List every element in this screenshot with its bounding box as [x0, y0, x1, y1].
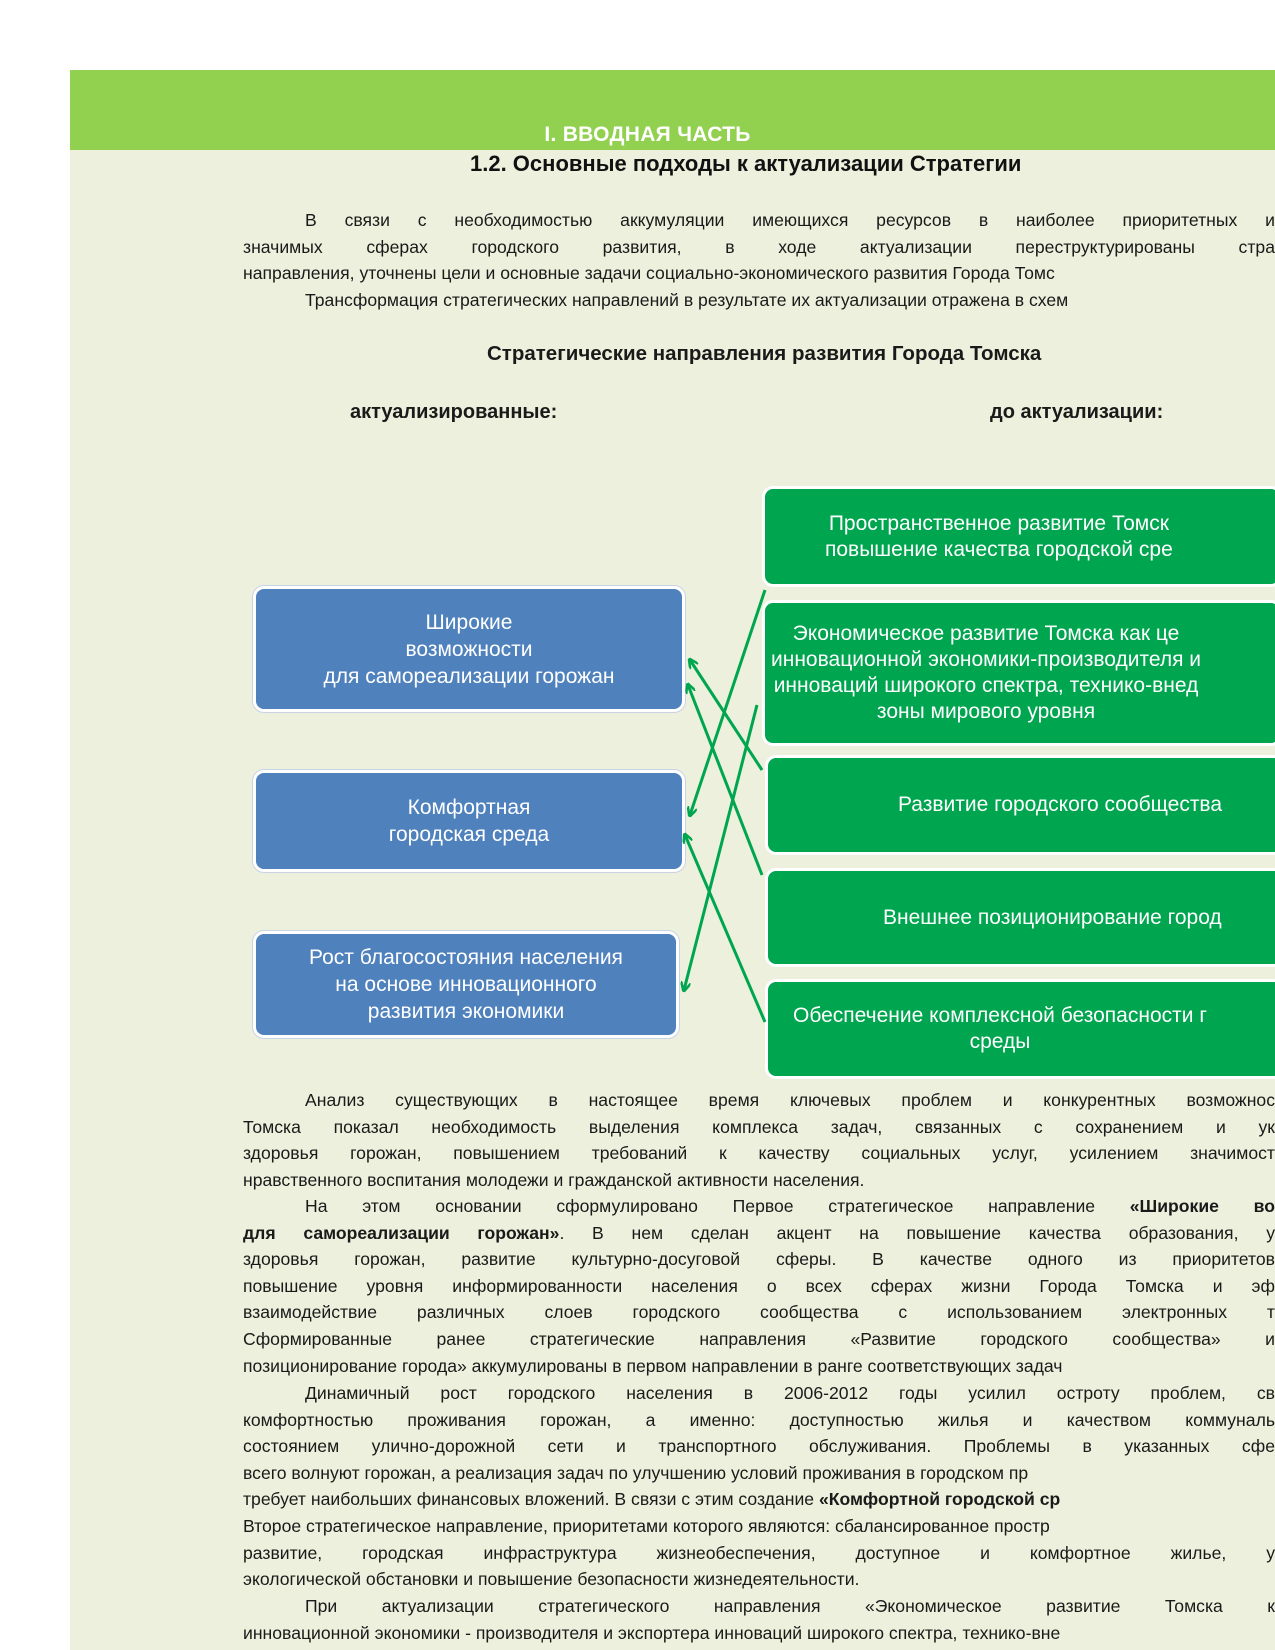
text-line: экологической обстановки и повышение безопасности жизнедеятельности.: [243, 1569, 860, 1590]
box-line: инновационной экономики-производителя и: [771, 648, 1202, 671]
text-run: . В нем сделан акцент на повышение качества образования, у: [559, 1222, 1275, 1243]
box-line: для самореализации горожан: [323, 664, 615, 688]
analysis-paragraph: [243, 1087, 1275, 1193]
new-direction-welfare-growth-box: [253, 931, 679, 1038]
new-directions-label: актуализированные:: [350, 401, 558, 423]
text-line: Второе стратегическое направление, приоритетами которого являются: сбалансированное простр: [243, 1515, 1050, 1536]
old-direction-economic-box: [762, 600, 1275, 746]
first-direction-paragraph: [243, 1193, 1275, 1379]
intro-line: В связи с необходимостью аккумуляции имеющихся ресурсов в наиболее приоритетных и: [305, 210, 1275, 230]
box-line: Рост благосостояния населения: [309, 946, 623, 969]
text-line: позиционирование города» аккумулированы в первом направлении в ранге соответствующих задач: [243, 1355, 1063, 1376]
box-line: среды: [969, 1030, 1031, 1053]
old-direction-safety-box: [765, 979, 1275, 1079]
page-subtitle: 1.2. Основные подходы к актуализации Стратегии: [470, 151, 1022, 176]
emphasis-text: «Широкие во: [1129, 1196, 1275, 1216]
text-line: взаимодействие различных слоев городского сообщества с использованием электронных т: [243, 1302, 1275, 1323]
section-title: I. ВВОДНАЯ ЧАСТЬ: [544, 123, 751, 146]
emphasis-text: для самореализации горожан»: [243, 1222, 560, 1243]
text-line: Динамичный рост городского населения в 2006-2012 годы усилил остроту проблем, св: [305, 1383, 1275, 1403]
text-line: состоянием улично-дорожной сети и транспортного обслуживания. Проблемы в указанных сфе: [243, 1436, 1275, 1457]
box-line: зоны мирового уровня: [876, 700, 1096, 723]
box-line: Экономическое развитие Томска как це: [792, 622, 1180, 645]
second-direction-paragraph: [243, 1380, 1275, 1593]
intro-line: Трансформация стратегических направлений в результате их актуализации отражена в схем: [305, 289, 1069, 310]
box-line: развития экономики: [367, 1000, 565, 1023]
old-direction-spatial-box: [762, 486, 1275, 587]
text-line: здоровья горожан, развитие культурно-досуговой сферы. В качестве одного из приоритетов: [243, 1249, 1275, 1270]
box-line: Обеспечение комплексной безопасности г: [793, 1004, 1207, 1027]
box-line: повышение качества городской сре: [825, 537, 1173, 561]
text-line: развитие, городская инфраструктура жизнеобеспечения, доступное и комфортное жилье, у: [243, 1542, 1275, 1563]
text-line: Анализ существующих в настоящее время ключевых проблем и конкурентных возможнос: [305, 1090, 1275, 1110]
economic-direction-paragraph: [243, 1593, 1275, 1646]
intro-paragraph: [243, 207, 1275, 313]
box-line: Комфортная: [407, 796, 531, 819]
box-line: Пространственное развитие Томск: [828, 511, 1169, 535]
box-line: инноваций широкого спектра, технико-внед: [773, 674, 1199, 697]
box-line: Широкие: [425, 610, 513, 634]
text-line: [243, 1193, 1275, 1220]
text-line: инновационной экономики - производителя и экспортера инноваций широкого спектра, технико-вне: [243, 1622, 1061, 1643]
box-line: Развитие городского сообщества: [898, 793, 1223, 816]
old-direction-positioning-box: [765, 868, 1275, 967]
box-line: городская среда: [388, 823, 550, 846]
text-line: повышение уровня информированности населения о всех сферах жизни Города Томска и эф: [243, 1275, 1275, 1296]
text-line: здоровья горожан, повышением требований к качеству социальных услуг, усилением значимост: [243, 1143, 1275, 1164]
text-line: При актуализации стратегического направления «Экономическое развитие Томска к: [305, 1596, 1275, 1616]
box-line: возможности: [405, 637, 533, 661]
intro-line: направления, уточнены цели и основные задачи социально-экономического развития Города Томс: [243, 263, 1055, 284]
text-line: всего волнуют горожан, а реализация задач по улучшению условий проживания в городском пр: [243, 1462, 1029, 1483]
new-direction-comfortable-environment-box: [253, 770, 685, 872]
box-line: на основе инновационного: [335, 973, 597, 996]
new-direction-opportunities-box: [253, 586, 685, 712]
schema-title: Стратегические направления развития Города Томска: [487, 342, 1042, 365]
old-direction-community-box: [765, 755, 1275, 855]
text-line: Томска показал необходимость выделения комплекса задач, связанных с сохранением и ук: [243, 1116, 1275, 1137]
intro-line: значимых сферах городского развития, в ходе актуализации переструктурированы стра: [243, 236, 1275, 257]
text-line: нравственного воспитания молодежи и гражданской активности населения.: [243, 1169, 865, 1190]
text-line: комфортностью проживания горожан, а именно: доступностью жилья и качеством коммуналь: [243, 1409, 1275, 1430]
emphasis-text: «Комфортной городской ср: [818, 1489, 1061, 1510]
old-directions-label: до актуализации:: [990, 401, 1164, 423]
box-line: Внешнее позиционирование город: [883, 905, 1222, 929]
text-run: требует наибольших финансовых вложений. В связи с этим создание: [243, 1489, 819, 1510]
text-line: [243, 1220, 1275, 1247]
text-run: На этом основании сформулировано Первое стратегическое направление: [305, 1196, 1130, 1216]
text-line: [243, 1486, 1275, 1513]
text-line: Сформированные ранее стратегические направления «Развитие городского сообщества» и: [243, 1328, 1275, 1349]
